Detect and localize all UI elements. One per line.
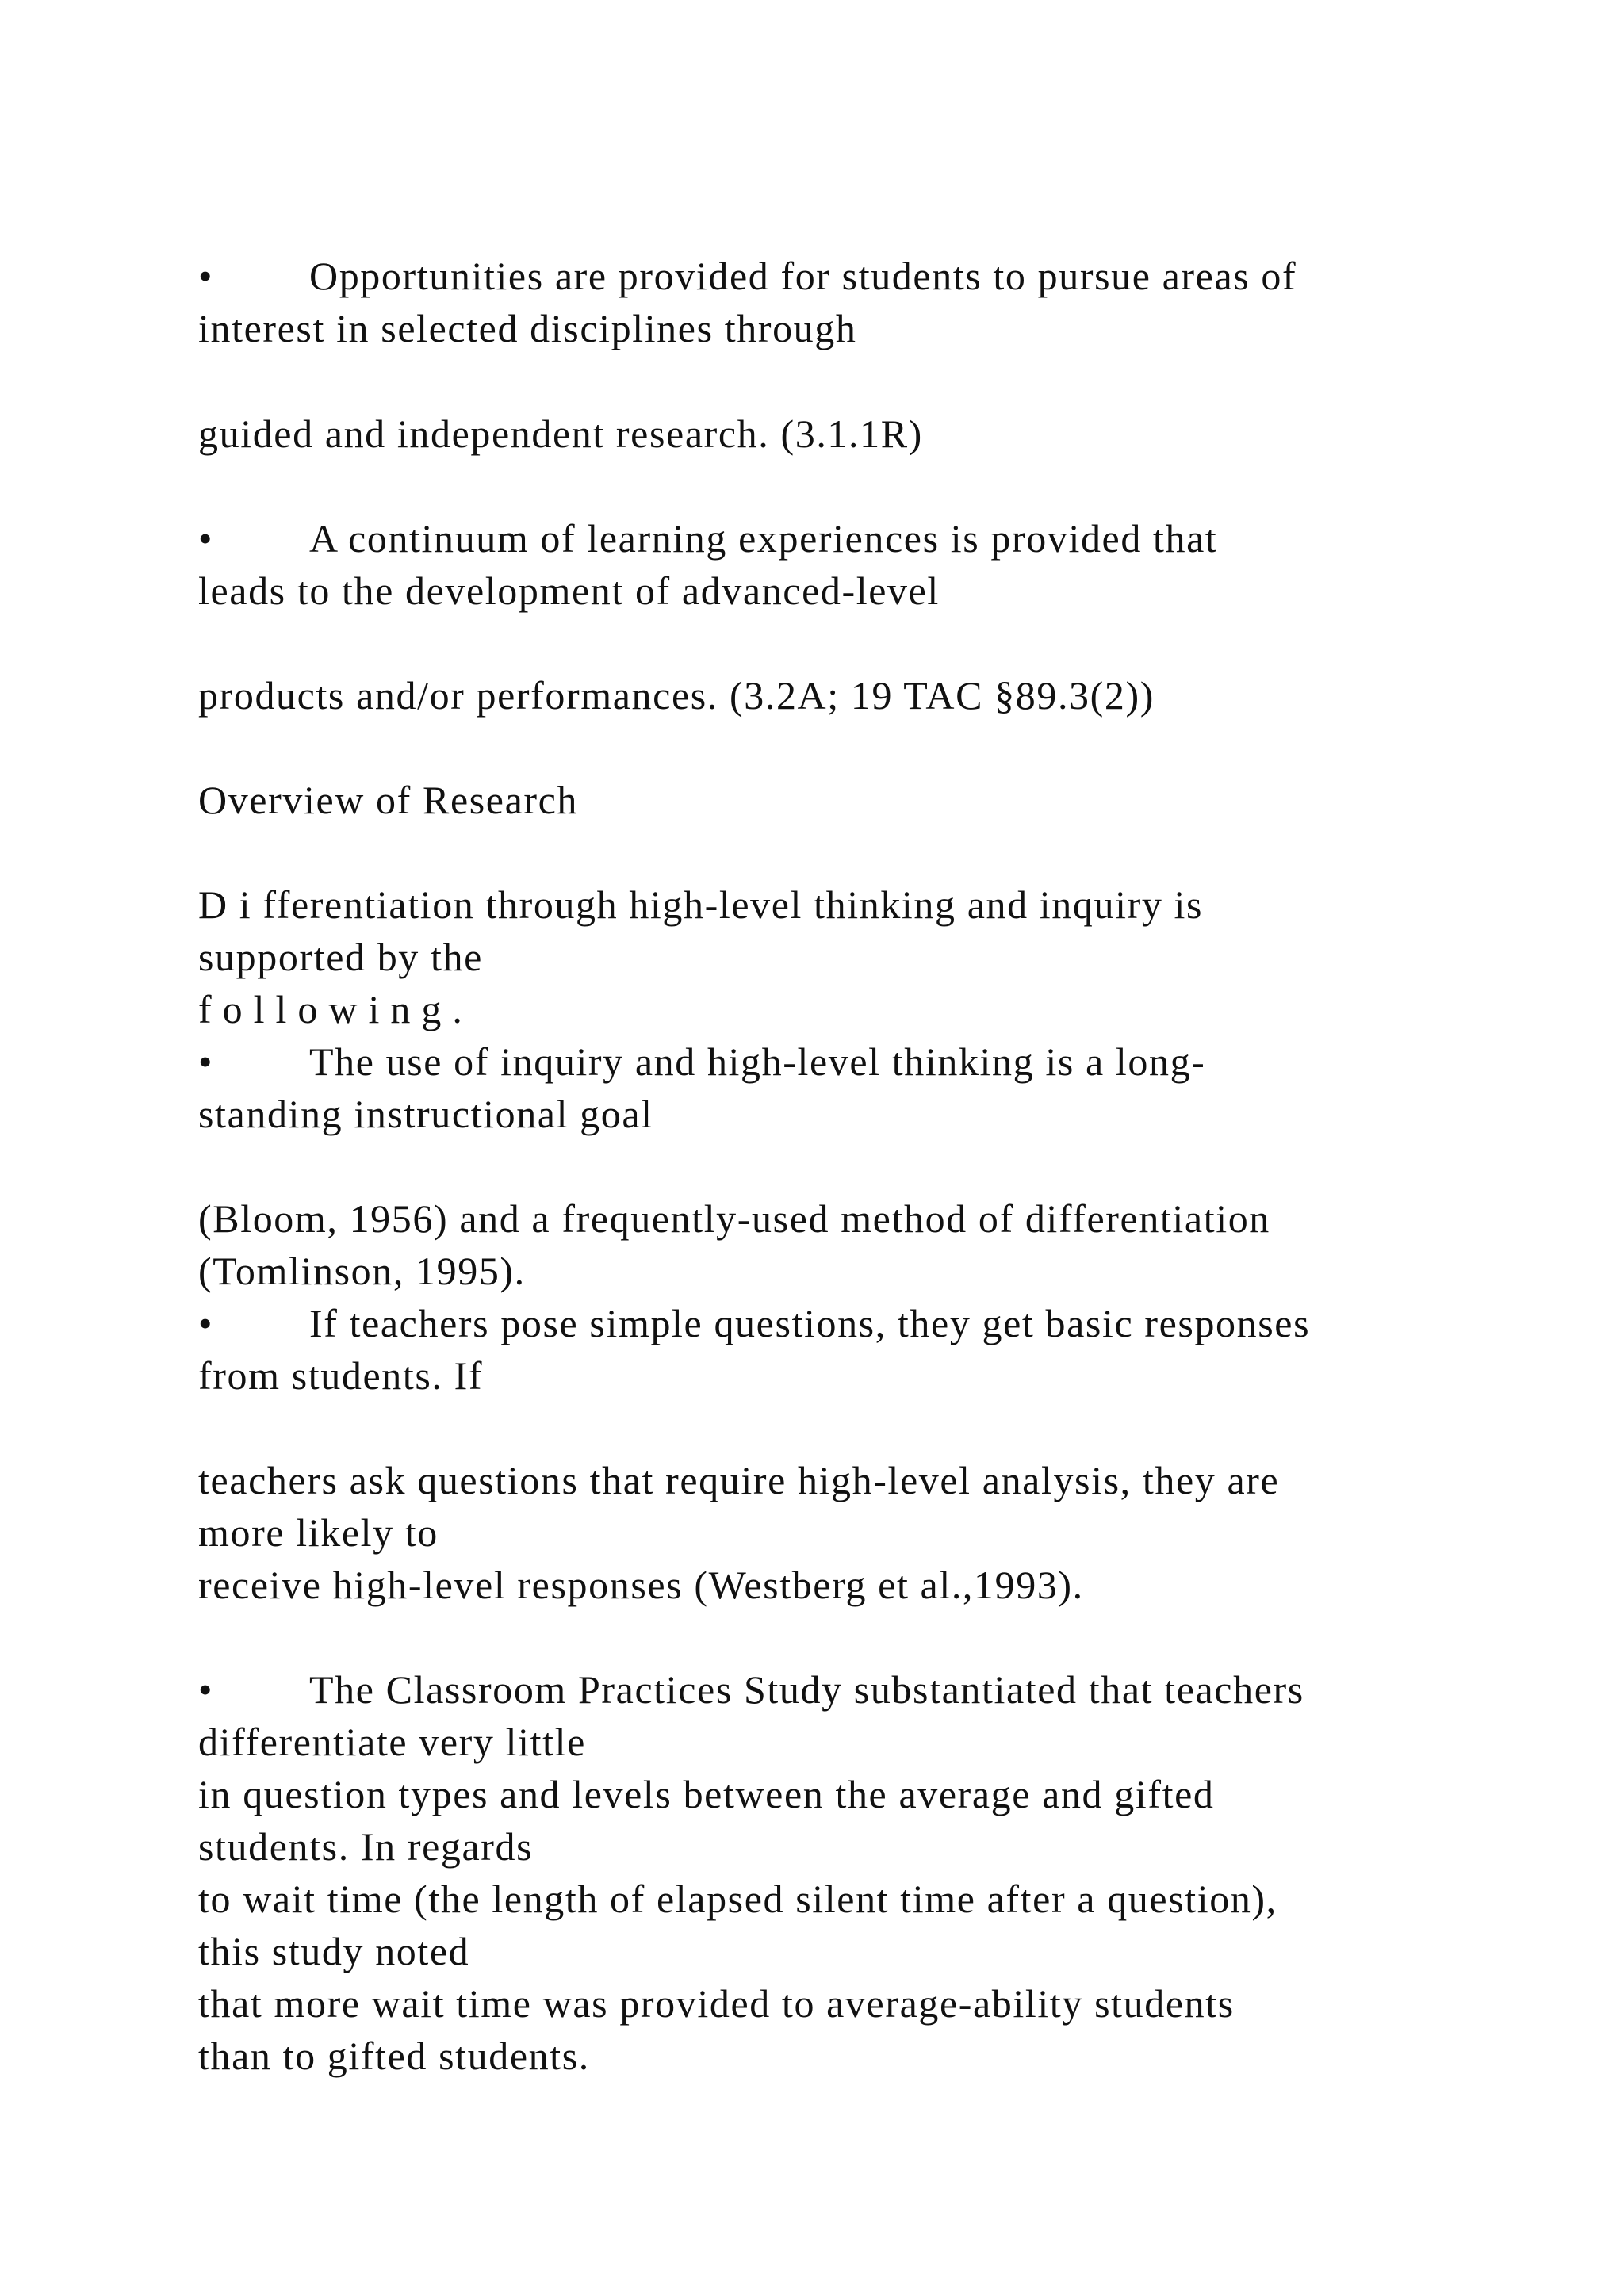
text-line: differentiate very little [198, 1720, 586, 1764]
text-line: students. In regards [198, 1824, 534, 1869]
text-line: that more wait time was provided to average-ability students [198, 1981, 1235, 2026]
text-line: The use of inquiry and high-level thinking is a long- [309, 1039, 1206, 1084]
bullet-line [198, 1303, 1310, 1343]
text-line: (Tomlinson, 1995). [198, 1249, 526, 1293]
bullet-marker: • [198, 1667, 214, 1712]
text-line: in question types and levels between the average and gifted [198, 1772, 1215, 1816]
bullet-line [198, 256, 1297, 296]
text-line: D i fferentiation through high-level thinking and inquiry is [198, 882, 1204, 927]
text-line: standing instructional goal [198, 1092, 653, 1136]
text-line: following. [198, 987, 473, 1031]
text-line: guided and independent research. (3.1.1R) [198, 411, 923, 456]
text-line: (Bloom, 1956) and a frequently-used method of differentiation [198, 1196, 1270, 1241]
text-line: If teachers pose simple questions, they get basic responses [309, 1301, 1311, 1345]
text-line: this study noted [198, 1929, 470, 1973]
text-line: to wait time (the length of elapsed silent time after a question), [198, 1877, 1277, 1921]
text-line: teachers ask questions that require high-level analysis, they are [198, 1458, 1280, 1502]
text-line: leads to the development of advanced-level [198, 568, 940, 613]
text-line: more likely to [198, 1510, 439, 1555]
bullet-marker: • [198, 1301, 214, 1345]
text-line: products and/or performances. (3.2A; 19 TAC §89.3(2)) [198, 673, 1155, 718]
text-line: supported by the [198, 935, 483, 979]
section-heading: Overview of Research [198, 778, 579, 822]
text-line: than to gifted students. [198, 2034, 590, 2078]
text-line: receive high-level responses (Westberg et al.,1993). [198, 1563, 1084, 1607]
text-line: Opportunities are provided for students to pursue areas of [309, 254, 1297, 298]
bullet-line [198, 516, 1218, 561]
bullet-line [198, 1039, 1206, 1084]
text-line: interest in selected disciplines through [198, 306, 857, 350]
text-line: from students. If [198, 1353, 484, 1398]
bullet-marker: • [198, 516, 214, 561]
text-line: The Classroom Practices Study substantiated that teachers [309, 1667, 1304, 1712]
bullet-marker: • [198, 254, 214, 298]
text-line: A continuum of learning experiences is provided that [309, 516, 1218, 561]
bullet-marker: • [198, 1039, 214, 1084]
bullet-line [198, 1667, 1304, 1712]
